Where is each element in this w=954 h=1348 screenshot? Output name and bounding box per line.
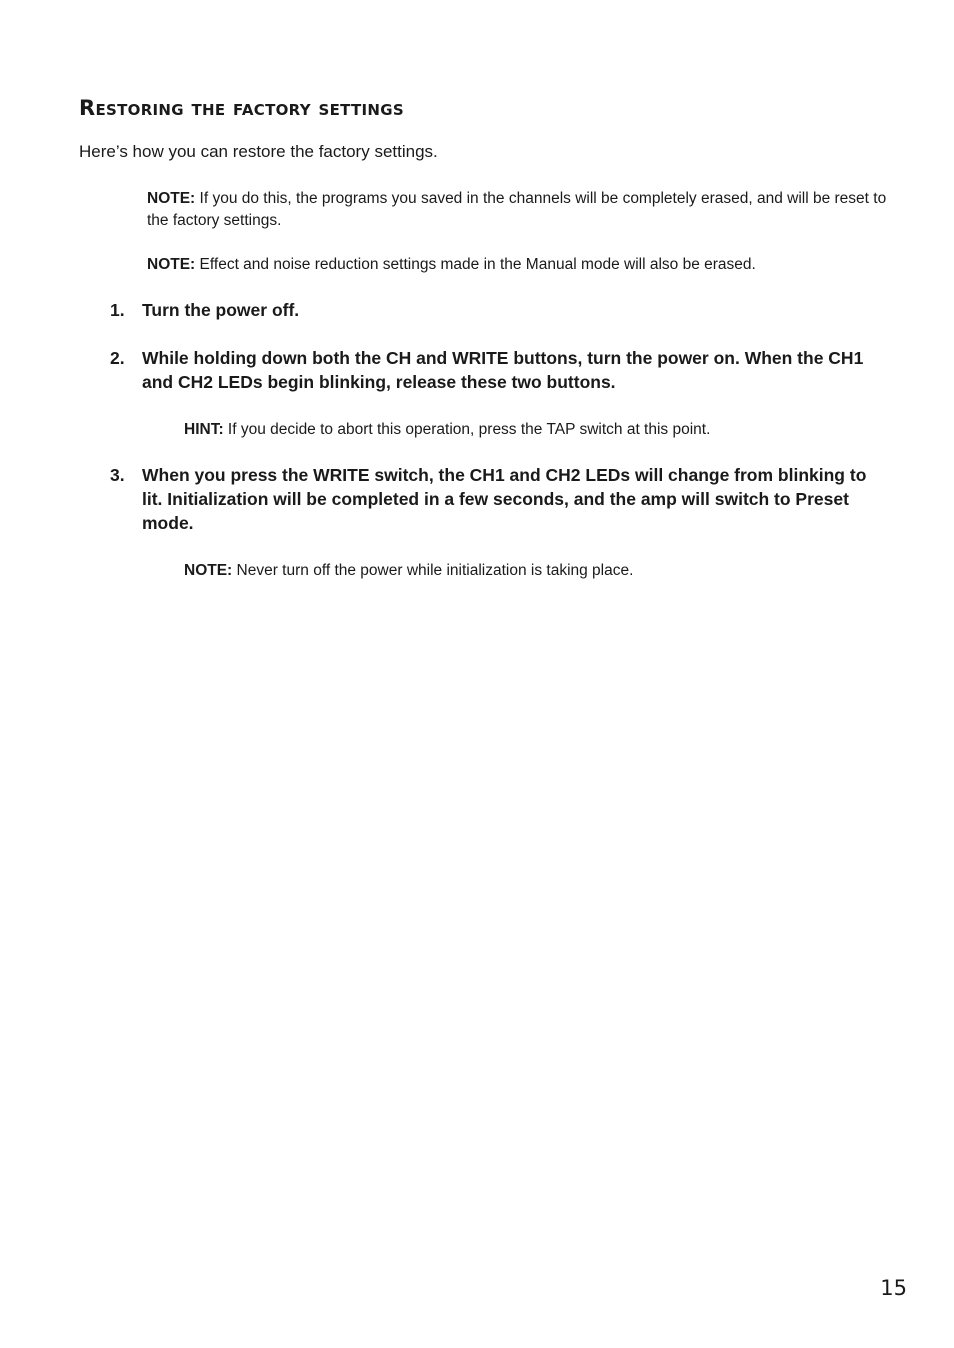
section-heading: Restoring the factory settings	[79, 96, 404, 120]
hint-abort	[184, 419, 884, 441]
step-text: When you press the WRITE switch, the CH1 and CH2 LEDs will change from blinking to lit. Initialization will be completed in a few seconds, and the amp will switch to Preset mode.	[142, 465, 867, 533]
step-number: 3.	[110, 465, 125, 485]
note-text: Never turn off the power while initialization is taking place.	[232, 562, 634, 579]
page-number: 15	[880, 1276, 907, 1300]
note-power	[184, 560, 884, 582]
note-erase-manual	[147, 254, 907, 276]
step-text: Turn the power off.	[142, 300, 300, 320]
note-text: If you do this, the programs you saved in the channels will be completely erased, and will be reset to the factory settings.	[147, 190, 887, 229]
note-label: NOTE:	[184, 562, 233, 579]
step-number: 2.	[110, 348, 125, 368]
step-number: 1.	[110, 300, 125, 320]
step-3	[110, 463, 882, 535]
note-text: Effect and noise reduction settings made in the Manual mode will also be erased.	[195, 256, 756, 273]
step-text: While holding down both the CH and WRITE buttons, turn the power on. When the CH1 and CH2 LEDs begin blinking, release these two buttons.	[142, 348, 864, 392]
note-label: NOTE:	[147, 256, 196, 273]
intro-text: Here’s how you can restore the factory settings.	[79, 142, 438, 161]
note-erase-programs	[147, 188, 887, 232]
hint-label: HINT:	[184, 421, 224, 438]
step-2	[110, 346, 882, 394]
step-1	[110, 298, 882, 322]
note-label: NOTE:	[147, 190, 196, 207]
hint-text: If you decide to abort this operation, press the TAP switch at this point.	[223, 421, 711, 438]
